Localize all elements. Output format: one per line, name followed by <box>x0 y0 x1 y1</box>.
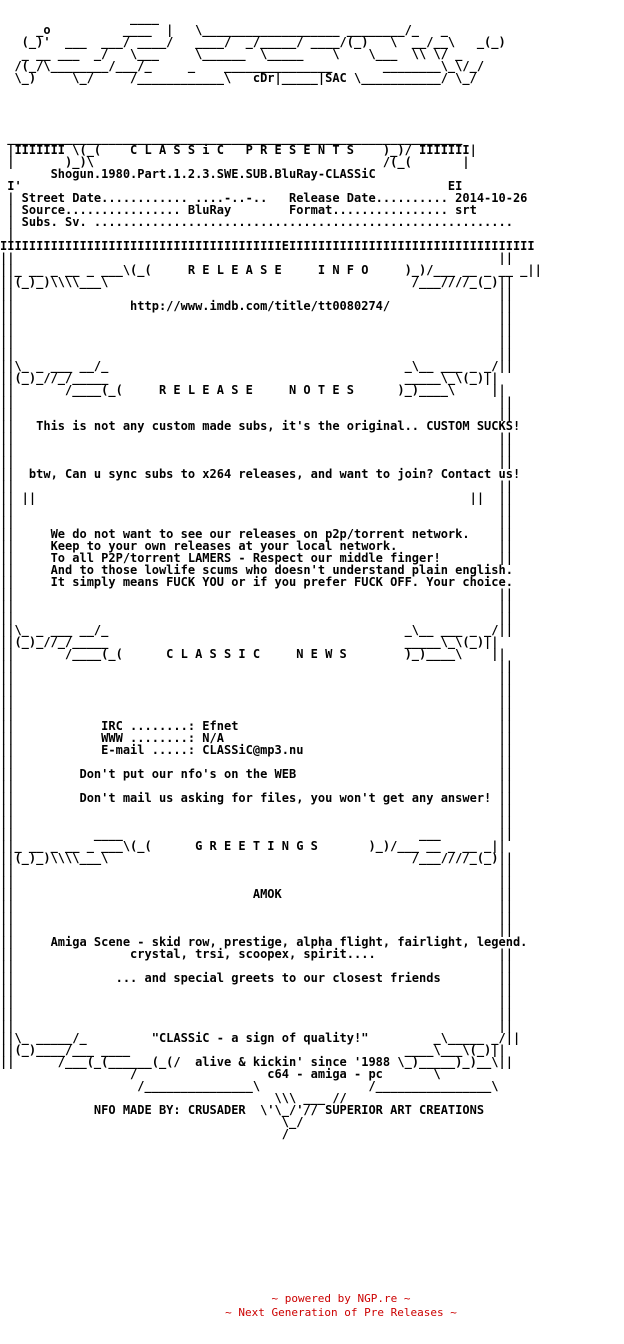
nfo-line: | Source................ BluRay Format................ srt <box>7 203 477 217</box>
footer <box>0 1292 624 1320</box>
nfo-line: || || || || <box>0 491 513 505</box>
nfo-line: / <box>281 1127 289 1141</box>
nfo-line: || This is not any custom made subs, it's the original.. CUSTOM SUCKS! <box>0 419 521 433</box>
nfo-line: /_______________\ /________________\ <box>137 1079 499 1093</box>
nfo-line: || || <box>0 671 513 685</box>
nfo-line: || || <box>0 899 513 913</box>
nfo-line: \_) \_/ /____________\ cDr|_____|SAC \___________/ \_/ <box>14 71 477 85</box>
nfo-line: || Keep to your own releases at your local network. || <box>0 539 513 553</box>
nfo-line: (_)' ___ ___/ ____/ ____/ _/_____/ ____/(_) \ __/__\ _(_) <box>21 35 506 49</box>
nfo-line: ||(_)_)\\\\___\ /___////_(_)|| <box>0 851 513 865</box>
nfo-line: || Don't put our nfo's on the WEB || <box>0 767 513 781</box>
nfo-line: || || <box>0 1019 513 1033</box>
tagline-link[interactable]: ~ Next Generation of Pre Releases ~ <box>225 1306 457 1319</box>
nfo-line: || || <box>0 599 513 613</box>
nfo-line: \_/ <box>281 1115 304 1129</box>
nfo-line: || AMOK || <box>0 887 513 901</box>
nfo-line: || || <box>0 251 513 265</box>
nfo-line: || And to those lowlife scums who doesn't understand plain english. <box>0 563 513 577</box>
nfo-line: | Subs. Sv. .......................................................... <box>7 215 513 229</box>
nfo-line: / c64 - amiga - pc \ <box>130 1067 441 1081</box>
nfo-line: ||_ __ _ __ _ ___\(_( R E L E A S E I N F O )_)/___ __ _ __ _|| <box>0 263 542 277</box>
nfo-line: || We do not want to see our releases on p2p/torrent network. || <box>0 527 513 541</box>
nfo-line: || http://www.imdb.com/title/tt0080274/ || <box>0 299 513 313</box>
nfo-line: || || <box>0 455 513 469</box>
nfo-line: || || <box>0 923 513 937</box>
nfo-line: |IIIIIII \(_( C L A S S i C P R E S E N T S )_)/ IIIIIII| <box>7 143 477 157</box>
nfo-line: ||(_)_)\\\\___\ /___////_(_)|| <box>0 275 513 289</box>
nfo-line: || IRC ........: Efnet || <box>0 719 513 733</box>
nfo-line: \\\ ___ // <box>274 1091 347 1105</box>
nfo-line: || || <box>0 503 513 517</box>
nfo-line: || || <box>0 515 513 529</box>
nfo-line: || || <box>0 395 513 409</box>
nfo-line: Shogun.1980.Part.1.2.3.SWE.SUB.BluRay-CLASSiC <box>50 167 376 181</box>
nfo-line: || || <box>0 479 513 493</box>
nfo-line: || || <box>0 755 513 769</box>
nfo-line: || || <box>0 431 513 445</box>
nfo-line: || || <box>0 983 513 997</box>
nfo-line: || || <box>0 803 513 817</box>
nfo-line: || It simply means FUCK YOU or if you prefer FUCK OFF. Your choice. <box>0 575 513 589</box>
nfo-line: ||(_)_//_/_____ _____\_\(_)|| <box>0 371 499 385</box>
nfo-line: || || <box>0 323 513 337</box>
nfo-line: || || <box>0 443 513 457</box>
nfo-line: || || <box>0 875 513 889</box>
nfo-line: || /___(_(______(_(/ alive & kickin' since '1988 \_)_____)_)__\|| <box>0 1055 513 1069</box>
nfo-line: || || <box>0 311 513 325</box>
nfo-line: | )_)\ /(_( | <box>7 155 470 169</box>
nfo-line: || || <box>0 959 513 973</box>
nfo-line: || || <box>0 779 513 793</box>
nfo-line: || || <box>0 995 513 1009</box>
nfo-text <box>0 12 542 1140</box>
nfo-line: ||_ __ _ __ _ ___\(_( G R E E T I N G S )_)/___ __ _ __ _|| <box>0 839 506 853</box>
nfo-line: || || <box>0 407 513 421</box>
nfo-line: || || <box>0 911 513 925</box>
nfo-line: || ... and special greets to our closest friends || <box>0 971 513 985</box>
nfo-line: || ____ ___ || <box>0 827 513 841</box>
nfo-line: ____ <box>130 11 159 25</box>
nfo-line: || Amiga Scene - skid row, prestige, alpha flight, fairlight, legend. <box>0 935 528 949</box>
nfo-line: || || <box>0 695 513 709</box>
nfo-line: || WWW ........: N/A || <box>0 731 513 745</box>
nfo-line: | Street Date............ ....-..-.. Release Date.......... 2014-10-26 <box>7 191 528 205</box>
nfo-line: _ __ ___ _/ \___ \______ \_____ \ \___ \\ \/ _ <box>21 47 463 61</box>
nfo-line: || E-mail .....: CLASSiC@mp3.nu || <box>0 743 513 757</box>
nfo-line: NFO MADE BY: CRUSADER \'\_/'// SUPERIOR ART CREATIONS <box>93 1103 485 1117</box>
nfo-line: || /____(_( R E L E A S E N O T E S )_)____\ || <box>0 383 506 397</box>
nfo-line: || crystal, trsi, scoopex, spirit.... || <box>0 947 513 961</box>
nfo-line: || || <box>0 659 513 673</box>
nfo-line: | <box>7 227 15 241</box>
nfo-line: _______________________________________________________________ <box>7 131 463 145</box>
nfo-line: || To all P2P/torrent LAMERS - Respect our middle finger! || <box>0 551 513 565</box>
nfo-line: || /____(_( C L A S S I C N E W S )_)____\ || <box>0 647 506 661</box>
nfo-line: ||(_)____/___ ____ ____\___\(_)|| <box>0 1043 506 1057</box>
nfo-line: ||\_ _ ___ __/_ _\__ ___ _ _/|| <box>0 623 513 637</box>
nfo-line: || || <box>0 815 513 829</box>
nfo-line: _o ____ | \___________________ ________/_ _ <box>36 23 448 37</box>
nfo-line: || || <box>0 287 513 301</box>
nfo-line: || || <box>0 1007 513 1021</box>
nfo-line: || || <box>0 347 513 361</box>
nfo-line: I' EI <box>7 179 463 193</box>
nfo-line: ||\_ _ ___ __/_ _\__ ___ _ _/|| <box>0 359 513 373</box>
nfo-line: || || <box>0 335 513 349</box>
nfo-line: || || <box>0 611 513 625</box>
nfo-line: || || <box>0 683 513 697</box>
nfo-line: || || <box>0 587 513 601</box>
nfo-line: ||\_ _____/_ "CLASSiC - a sign of quality!" _\_____ _/|| <box>0 1031 521 1045</box>
nfo-line: IIIIIIIIIIIIIIIIIIIIIIIIIIIIIIIIIIIIIIIEIIIIIIIIIIIIIIIIIIIIIIIIIIIIIIIIII <box>0 239 535 253</box>
nfo-line: /(_/\________/___/_ _ _______________ ________\_\/_/ <box>14 59 485 73</box>
nfo-line: ||(_)_//_/_____ _____\_\(_)|| <box>0 635 499 649</box>
nfo-line: || Don't mail us asking for files, you won't get any answer! || <box>0 791 513 805</box>
nfo-line: || btw, Can u sync subs to x264 releases, and want to join? Contact us! <box>0 467 521 481</box>
nfo-line: || || <box>0 863 513 877</box>
nfo-line: || || <box>0 707 513 721</box>
powered-by-link[interactable]: ~ powered by NGP.re ~ <box>271 1292 411 1305</box>
